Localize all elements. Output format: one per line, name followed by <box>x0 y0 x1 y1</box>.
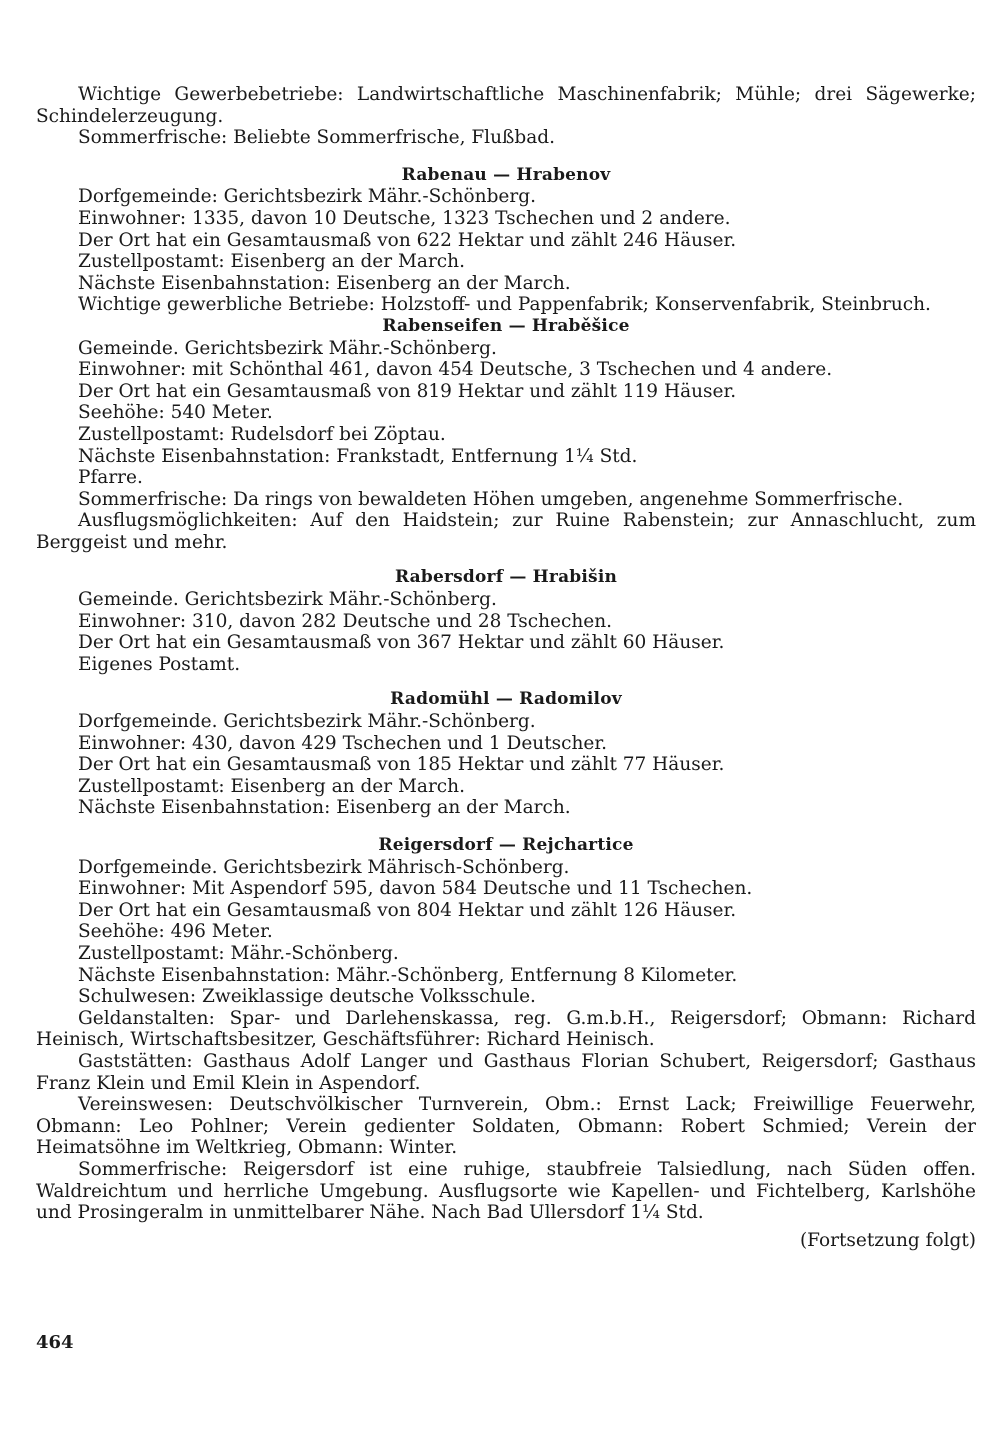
entry-line: Sommerfrische: Reigersdorf ist eine ruhige, staubfreie Talsiedlung, nach Süden offen. Waldreichtum und herrliche Umgebung. Ausflugsorte wie Kapellen- und Fichtelberg, Karlshöhe und Prosingeralm in unmittelbarer Nähe. Nach Bad Ullersdorf 1¼ Std. <box>36 1158 976 1224</box>
entry-line: Nächste Eisenbahnstation: Frankstadt, Entfernung 1¼ Std. <box>78 445 638 467</box>
document-page <box>36 84 976 1251</box>
entry-line: Der Ort hat ein Gesamtausmaß von 804 Hektar und zählt 126 Häuser. <box>78 899 737 921</box>
entry-line: Der Ort hat ein Gesamtausmaß von 367 Hektar und zählt 60 Häuser. <box>78 632 725 654</box>
entry-line: Der Ort hat ein Gesamtausmaß von 185 Hektar und zählt 77 Häuser. <box>78 754 725 776</box>
entry-line: Zustellpostamt: Rudelsdorf bei Zöptau. <box>78 423 446 445</box>
entry-line: Der Ort hat ein Gesamtausmaß von 819 Hektar und zählt 119 Häuser. <box>78 380 737 402</box>
entry-rabersdorf <box>36 567 976 675</box>
entry-line: Nächste Eisenbahnstation: Eisenberg an der March. <box>78 797 571 819</box>
entry-line: Ausflugsmöglichkeiten: Auf den Haidstein; zur Ruine Rabenstein; zur Annaschlucht, zum Berggeist und mehr. <box>36 510 976 553</box>
entry-heading: Radomühl — Radomilov <box>390 689 622 710</box>
page-number: 464 <box>36 1332 74 1353</box>
entry-line: Der Ort hat ein Gesamtausmaß von 622 Hektar und zählt 246 Häuser. <box>78 229 737 251</box>
entry-line: Dorfgemeinde: Gerichtsbezirk Mähr.-Schönberg. <box>78 186 536 208</box>
entry-line: Pfarre. <box>78 467 143 489</box>
intro-paragraph: Wichtige Gewerbebetriebe: Landwirtschaftliche Maschinenfabrik; Mühle; drei Sägewerke; Schindelerzeugung. <box>36 84 976 127</box>
entry-line: Zustellpostamt: Eisenberg an der March. <box>78 775 465 797</box>
entry-line: Geldanstalten: Spar- und Darlehenskassa, reg. G.m.b.H., Reigersdorf; Obmann: Richard Heinisch, Wirtschaftsbesitzer, Geschäftsführer: Richard Heinisch. <box>36 1007 976 1051</box>
entry-line: Vereinswesen: Deutschvölkischer Turnverein, Obm.: Ernst Lack; Freiwillige Feuerwehr, Obmann: Leo Pohlner; Verein gedienter Soldaten, Obmann: Robert Schmied; Verein der Heimatsöhne im Weltkrieg, Obmann: Winter. <box>36 1094 976 1159</box>
entry-line: Seehöhe: 496 Meter. <box>78 921 273 943</box>
entry-radomuehl <box>36 689 976 819</box>
entry-line: Dorfgemeinde. Gerichtsbezirk Mähr.-Schönberg. <box>78 711 536 733</box>
entry-line: Gemeinde. Gerichtsbezirk Mähr.-Schönberg. <box>78 337 497 359</box>
entry-reigersdorf <box>36 835 976 1224</box>
entry-line: Zustellpostamt: Eisenberg an der March. <box>78 251 465 273</box>
entry-line: Einwohner: 1335, davon 10 Deutsche, 1323 Tschechen und 2 andere. <box>78 207 731 229</box>
entry-line: Nächste Eisenbahnstation: Eisenberg an der March. <box>78 272 571 294</box>
intro-paragraph: Sommerfrische: Beliebte Sommerfrische, Flußbad. <box>78 127 555 149</box>
continuation-note: (Fortsetzung folgt) <box>799 1229 976 1251</box>
entry-line: Sommerfrische: Da rings von bewaldeten Höhen umgeben, angenehme Sommerfrische. <box>78 488 904 510</box>
entry-line: Gemeinde. Gerichtsbezirk Mähr.-Schönberg. <box>78 589 497 611</box>
entry-rabenseifen <box>36 316 976 554</box>
entry-line: Einwohner: Mit Aspendorf 595, davon 584 Deutsche und 11 Tschechen. <box>78 878 753 900</box>
entry-line: Gaststätten: Gasthaus Adolf Langer und Gasthaus Florian Schubert, Reigersdorf; Gasthaus Franz Klein und Emil Klein in Aspendorf. <box>36 1050 976 1094</box>
entry-rabenau <box>36 165 976 316</box>
entry-line: Eigenes Postamt. <box>78 653 241 675</box>
entry-line: Schulwesen: Zweiklassige deutsche Volksschule. <box>78 986 536 1008</box>
entry-line: Einwohner: 430, davon 429 Tschechen und 1 Deutscher. <box>78 732 608 754</box>
entry-line: Nächste Eisenbahnstation: Mähr.-Schönberg, Entfernung 8 Kilometer. <box>78 964 738 986</box>
entry-line: Einwohner: 310, davon 282 Deutsche und 28 Tschechen. <box>78 610 612 632</box>
entry-heading: Rabersdorf — Hrabišin <box>394 567 618 588</box>
entry-line: Zustellpostamt: Mähr.-Schönberg. <box>78 942 399 964</box>
entry-heading: Reigersdorf — Rejchartice <box>378 835 634 855</box>
entry-line: Einwohner: mit Schönthal 461, davon 454 Deutsche, 3 Tschechen und 4 andere. <box>78 359 833 381</box>
entry-line: Dorfgemeinde. Gerichtsbezirk Mährisch-Schönberg. <box>78 856 570 878</box>
entry-heading: Rabenseifen — Hraběšice <box>382 315 630 336</box>
entry-line: Wichtige gewerbliche Betriebe: Holzstoff- und Pappenfabrik; Konservenfabrik, Steinbruch. <box>78 294 931 316</box>
entry-heading: Rabenau — Hrabenov <box>401 164 611 185</box>
entry-line: Seehöhe: 540 Meter. <box>78 402 273 424</box>
